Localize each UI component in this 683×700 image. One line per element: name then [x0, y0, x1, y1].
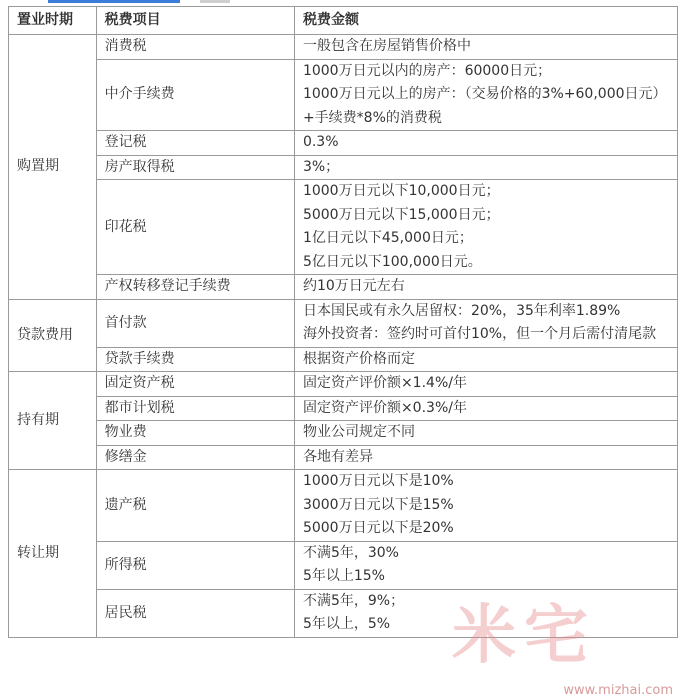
- fee-amount-cell: [294, 155, 677, 180]
- amount-line: 0.3%: [302, 134, 339, 150]
- amount-line: 海外投资者：签约时可首付10%，但一个月后需付清尾款: [302, 326, 657, 342]
- fee-item-cell: 修缮金: [96, 445, 294, 470]
- fee-amount-cell: [294, 35, 677, 60]
- fee-item-cell: 印花税: [96, 180, 294, 275]
- amount-line: 5年以上，5%: [302, 616, 391, 632]
- fee-item-cell: 所得税: [96, 541, 294, 589]
- fee-item-cell: 遗产税: [96, 470, 294, 542]
- fee-amount-cell: [294, 589, 677, 637]
- table-row: [9, 470, 678, 542]
- header-period: 置业时期: [9, 7, 97, 35]
- amount-line: 5年以上15%: [302, 568, 385, 584]
- fee-amount-cell: [294, 131, 677, 156]
- fee-amount-cell: [294, 347, 677, 372]
- table-row: [9, 445, 678, 470]
- table-row: [9, 372, 678, 397]
- amount-line: 固定资产评价额×0.3%/年: [302, 399, 467, 416]
- fee-item-cell: 房产取得税: [96, 155, 294, 180]
- fee-amount-cell: [294, 299, 677, 347]
- fee-amount-cell: [294, 541, 677, 589]
- amount-line: 各地有差异: [302, 448, 373, 465]
- table-row: [9, 421, 678, 446]
- table-row: [9, 396, 678, 421]
- fee-item-cell: 产权转移登记手续费: [96, 275, 294, 300]
- top-accent-line: [48, 0, 180, 3]
- fee-item-cell: 都市计划税: [96, 396, 294, 421]
- table-row: [9, 155, 678, 180]
- table-row: [9, 35, 678, 60]
- fee-item-cell: 物业费: [96, 421, 294, 446]
- fee-amount-cell: [294, 396, 677, 421]
- stage-cell: 转让期: [9, 470, 97, 638]
- table-row: [9, 275, 678, 300]
- fee-item-cell: 居民税: [96, 589, 294, 637]
- amount-line: 3%；: [302, 158, 340, 175]
- amount-line: 5亿日元以下100,000日元。: [302, 253, 482, 270]
- fee-amount-cell: [294, 421, 677, 446]
- amount-line: 1000万日元以下10,000日元；: [302, 183, 500, 199]
- amount-line: 日本国民或有永久居留权：20%，35年利率1.89%: [302, 302, 621, 319]
- amount-line: 1000万日元以上的房产：（交易价格的3%+60,000日元）+手续费*8%的消费税: [302, 86, 667, 126]
- header-item: 税费项目: [96, 7, 294, 35]
- fee-amount-cell: [294, 180, 677, 275]
- table-row: [9, 347, 678, 372]
- fee-amount-cell: [294, 275, 677, 300]
- header-amount: 税费金额: [294, 7, 677, 35]
- table-row: [9, 299, 678, 347]
- fee-amount-cell: [294, 372, 677, 397]
- amount-line: 物业公司规定不同: [302, 424, 415, 440]
- amount-line: 5000万日元以下15,000日元；: [302, 206, 500, 223]
- stage-cell: 购置期: [9, 35, 97, 300]
- fee-amount-cell: [294, 470, 677, 542]
- fee-item-cell: 首付款: [96, 299, 294, 347]
- amount-line: 3000万日元以下是15%: [302, 496, 454, 513]
- table-row: [9, 541, 678, 589]
- table-row: [9, 131, 678, 156]
- amount-line: 5000万日元以下是20%: [302, 520, 454, 536]
- stage-cell: 持有期: [9, 372, 97, 470]
- amount-line: 1000万日元以内的房产：60000日元；: [302, 62, 552, 79]
- tax-fee-table: [8, 6, 678, 638]
- watermark-url: www.mizhai.com: [563, 683, 673, 698]
- amount-line: 固定资产评价额×1.4%/年: [302, 375, 467, 391]
- fee-item-cell: 消费税: [96, 35, 294, 60]
- fee-amount-cell: [294, 59, 677, 131]
- fee-item-cell: 登记税: [96, 131, 294, 156]
- amount-line: 一般包含在房屋销售价格中: [302, 38, 471, 54]
- amount-line: 根据资产价格而定: [302, 350, 415, 367]
- table-row: [9, 180, 678, 275]
- fee-item-cell: 中介手续费: [96, 59, 294, 131]
- fee-amount-cell: [294, 445, 677, 470]
- amount-line: 不满5年，30%: [302, 544, 399, 561]
- fee-item-cell: 固定资产税: [96, 372, 294, 397]
- stage-cell: 贷款费用: [9, 299, 97, 372]
- amount-line: 1000万日元以下是10%: [302, 473, 454, 489]
- amount-line: 约10万日元左右: [302, 278, 405, 294]
- fee-item-cell: 贷款手续费: [96, 347, 294, 372]
- amount-line: 1亿日元以下45,000日元；: [302, 230, 473, 246]
- top-gray-line: [200, 0, 230, 3]
- table-row: [9, 589, 678, 637]
- table-header-row: [9, 7, 678, 35]
- amount-line: 不满5年，9%；: [302, 592, 405, 609]
- watermark-logo-text: 米宅: [452, 599, 596, 673]
- table-row: [9, 59, 678, 131]
